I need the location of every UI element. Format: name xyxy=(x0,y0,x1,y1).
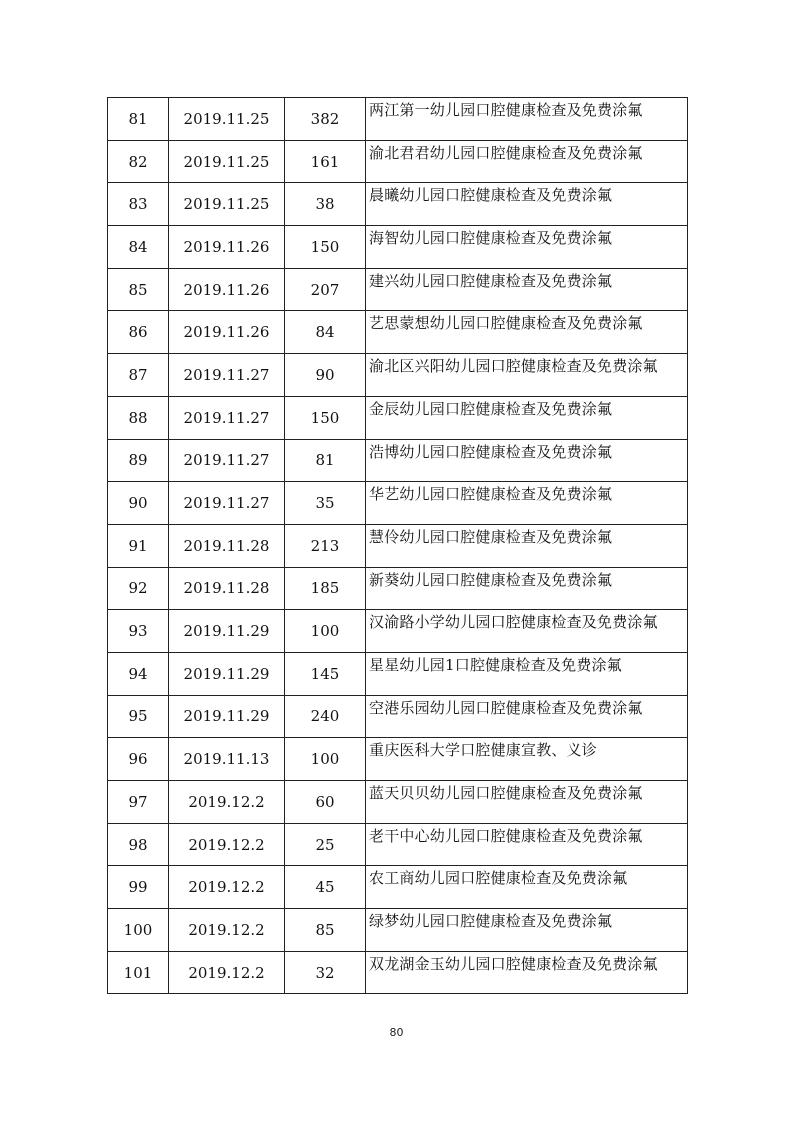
row-number-cell: 85 xyxy=(108,268,169,311)
table-row xyxy=(108,652,688,695)
activity-description-cell: 双龙湖金玉幼儿园口腔健康检查及免费涂氟 xyxy=(366,951,688,994)
table-row xyxy=(108,738,688,781)
date-cell: 2019.12.2 xyxy=(169,781,285,824)
table-row xyxy=(108,482,688,525)
activity-description-cell: 渝北区兴阳幼儿园口腔健康检查及免费涂氟 xyxy=(366,354,688,397)
participant-count-cell: 35 xyxy=(285,482,366,525)
activity-table-container xyxy=(107,97,687,994)
date-cell: 2019.11.27 xyxy=(169,396,285,439)
row-number-cell: 88 xyxy=(108,396,169,439)
activity-description-cell: 艺思蒙想幼儿园口腔健康检查及免费涂氟 xyxy=(366,311,688,354)
row-number-cell: 86 xyxy=(108,311,169,354)
activity-description-cell: 慧伶幼儿园口腔健康检查及免费涂氟 xyxy=(366,524,688,567)
date-cell: 2019.12.2 xyxy=(169,909,285,952)
row-number-cell: 92 xyxy=(108,567,169,610)
table-row xyxy=(108,610,688,653)
activity-description-cell: 星星幼儿园1口腔健康检查及免费涂氟 xyxy=(366,652,688,695)
page-number: 80 xyxy=(389,1026,404,1039)
participant-count-cell: 100 xyxy=(285,610,366,653)
activity-description-cell: 海智幼儿园口腔健康检查及免费涂氟 xyxy=(366,226,688,269)
row-number-cell: 83 xyxy=(108,183,169,226)
table-row xyxy=(108,396,688,439)
table-row xyxy=(108,951,688,994)
participant-count-cell: 185 xyxy=(285,567,366,610)
participant-count-cell: 207 xyxy=(285,268,366,311)
activity-description-cell: 老干中心幼儿园口腔健康检查及免费涂氟 xyxy=(366,823,688,866)
activity-description-cell: 绿梦幼儿园口腔健康检查及免费涂氟 xyxy=(366,909,688,952)
table-row xyxy=(108,268,688,311)
row-number-cell: 94 xyxy=(108,652,169,695)
participant-count-cell: 45 xyxy=(285,866,366,909)
row-number-cell: 96 xyxy=(108,738,169,781)
participant-count-cell: 25 xyxy=(285,823,366,866)
participant-count-cell: 150 xyxy=(285,226,366,269)
date-cell: 2019.11.27 xyxy=(169,482,285,525)
date-cell: 2019.12.2 xyxy=(169,866,285,909)
participant-count-cell: 81 xyxy=(285,439,366,482)
participant-count-cell: 85 xyxy=(285,909,366,952)
activity-description-cell: 浩博幼儿园口腔健康检查及免费涂氟 xyxy=(366,439,688,482)
date-cell: 2019.11.28 xyxy=(169,524,285,567)
table-row xyxy=(108,909,688,952)
row-number-cell: 100 xyxy=(108,909,169,952)
table-row xyxy=(108,354,688,397)
row-number-cell: 84 xyxy=(108,226,169,269)
participant-count-cell: 90 xyxy=(285,354,366,397)
date-cell: 2019.11.25 xyxy=(169,98,285,141)
row-number-cell: 98 xyxy=(108,823,169,866)
activity-description-cell: 两江第一幼儿园口腔健康检查及免费涂氟 xyxy=(366,98,688,141)
table-row xyxy=(108,823,688,866)
row-number-cell: 91 xyxy=(108,524,169,567)
participant-count-cell: 38 xyxy=(285,183,366,226)
table-row xyxy=(108,226,688,269)
date-cell: 2019.11.26 xyxy=(169,311,285,354)
date-cell: 2019.11.25 xyxy=(169,183,285,226)
row-number-cell: 95 xyxy=(108,695,169,738)
activity-description-cell: 汉渝路小学幼儿园口腔健康检查及免费涂氟 xyxy=(366,610,688,653)
participant-count-cell: 382 xyxy=(285,98,366,141)
participant-count-cell: 32 xyxy=(285,951,366,994)
table-row xyxy=(108,866,688,909)
activity-description-cell: 新葵幼儿园口腔健康检查及免费涂氟 xyxy=(366,567,688,610)
date-cell: 2019.11.29 xyxy=(169,695,285,738)
date-cell: 2019.11.29 xyxy=(169,652,285,695)
date-cell: 2019.11.26 xyxy=(169,226,285,269)
table-row xyxy=(108,140,688,183)
table-row xyxy=(108,524,688,567)
date-cell: 2019.11.13 xyxy=(169,738,285,781)
activity-description-cell: 金辰幼儿园口腔健康检查及免费涂氟 xyxy=(366,396,688,439)
table-row xyxy=(108,567,688,610)
activity-description-cell: 晨曦幼儿园口腔健康检查及免费涂氟 xyxy=(366,183,688,226)
activity-table-body xyxy=(108,98,688,994)
participant-count-cell: 60 xyxy=(285,781,366,824)
row-number-cell: 90 xyxy=(108,482,169,525)
activity-description-cell: 华艺幼儿园口腔健康检查及免费涂氟 xyxy=(366,482,688,525)
activity-description-cell: 蓝天贝贝幼儿园口腔健康检查及免费涂氟 xyxy=(366,781,688,824)
date-cell: 2019.12.2 xyxy=(169,823,285,866)
activity-description-cell: 渝北君君幼儿园口腔健康检查及免费涂氟 xyxy=(366,140,688,183)
participant-count-cell: 150 xyxy=(285,396,366,439)
row-number-cell: 81 xyxy=(108,98,169,141)
participant-count-cell: 213 xyxy=(285,524,366,567)
table-row xyxy=(108,439,688,482)
date-cell: 2019.11.26 xyxy=(169,268,285,311)
table-row xyxy=(108,695,688,738)
activity-description-cell: 空港乐园幼儿园口腔健康检查及免费涂氟 xyxy=(366,695,688,738)
participant-count-cell: 161 xyxy=(285,140,366,183)
table-row xyxy=(108,98,688,141)
date-cell: 2019.11.27 xyxy=(169,439,285,482)
row-number-cell: 89 xyxy=(108,439,169,482)
activity-description-cell: 重庆医科大学口腔健康宣教、义诊 xyxy=(366,738,688,781)
date-cell: 2019.11.27 xyxy=(169,354,285,397)
table-row xyxy=(108,183,688,226)
date-cell: 2019.11.29 xyxy=(169,610,285,653)
date-cell: 2019.11.28 xyxy=(169,567,285,610)
row-number-cell: 93 xyxy=(108,610,169,653)
date-cell: 2019.11.25 xyxy=(169,140,285,183)
participant-count-cell: 84 xyxy=(285,311,366,354)
row-number-cell: 101 xyxy=(108,951,169,994)
row-number-cell: 82 xyxy=(108,140,169,183)
date-cell: 2019.12.2 xyxy=(169,951,285,994)
activity-table xyxy=(107,97,688,994)
activity-description-cell: 农工商幼儿园口腔健康检查及免费涂氟 xyxy=(366,866,688,909)
participant-count-cell: 240 xyxy=(285,695,366,738)
participant-count-cell: 100 xyxy=(285,738,366,781)
row-number-cell: 99 xyxy=(108,866,169,909)
participant-count-cell: 145 xyxy=(285,652,366,695)
row-number-cell: 87 xyxy=(108,354,169,397)
row-number-cell: 97 xyxy=(108,781,169,824)
activity-description-cell: 建兴幼儿园口腔健康检查及免费涂氟 xyxy=(366,268,688,311)
table-row xyxy=(108,311,688,354)
table-row xyxy=(108,781,688,824)
